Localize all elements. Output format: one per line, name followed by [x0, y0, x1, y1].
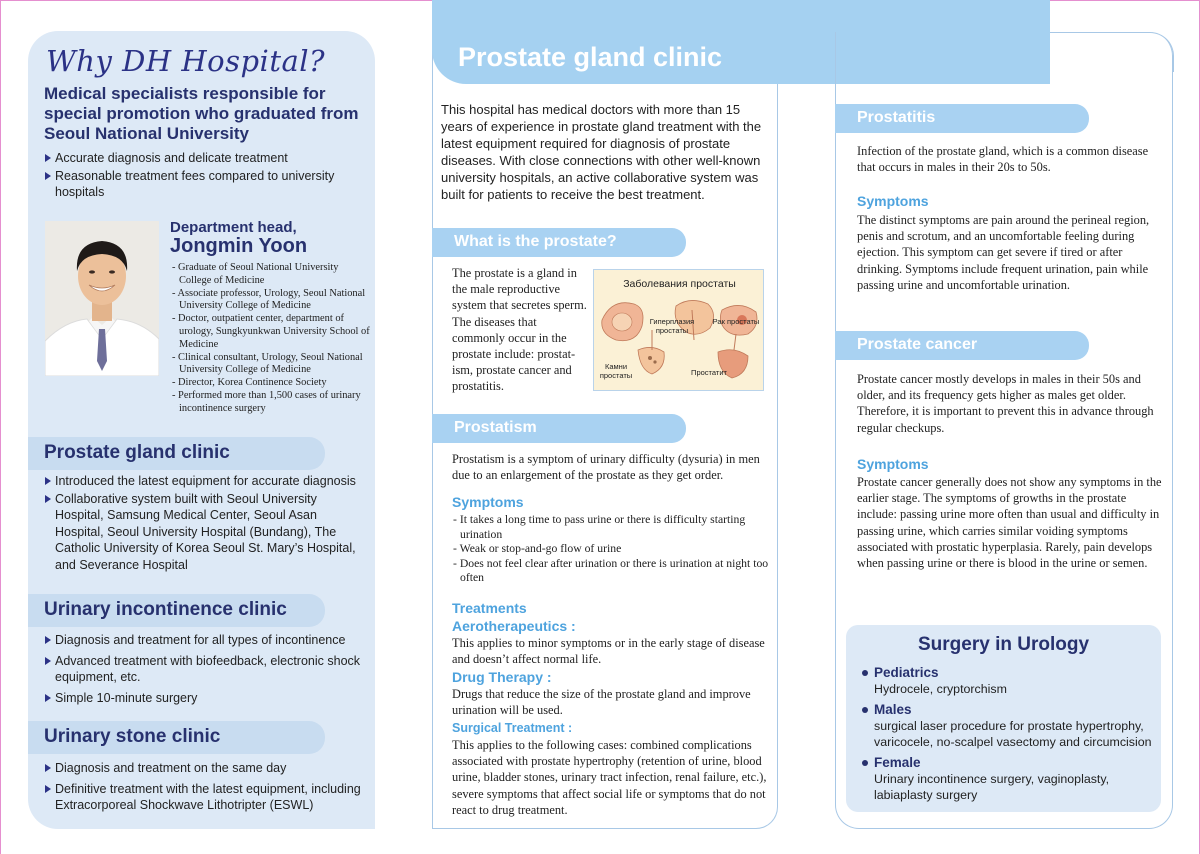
aerotherapeutics-heading: Aerotherapeutics : — [452, 618, 576, 634]
figure-label-stones: Камни простаты — [599, 362, 633, 380]
cv-item: - Performed more than 1,500 cases of urinary incontinence surgery — [172, 389, 361, 414]
why-bullet: Reasonable treatment fees compared to university hospitals — [44, 168, 362, 201]
prostatism-text: Prostatism is a symptom of urinary difficulty (dysuria) in men due to an enlargement of the prostate as they get order. — [452, 452, 760, 483]
symptom-item: - Does not feel clear after urination or there is urination at night too often — [453, 556, 769, 585]
figure-label-cancer: Рак простаты — [712, 317, 760, 326]
surgery-item-text: surgical laser procedure for prostate hypertrophy, varicocele, no-scalpel vasectomy and circumcision — [874, 719, 1152, 749]
why-bullet: Accurate diagnosis and delicate treatment — [44, 150, 362, 167]
stone-clinic-list — [44, 760, 366, 815]
drug-therapy-text: Drugs that reduce the size of the prostate gland and improve urination will be used. — [452, 687, 751, 718]
figure-label-prostatitis: Простатит — [691, 368, 727, 377]
section-title-prostate-cancer: Prostate cancer — [857, 336, 978, 353]
what-is-text: The prostate is a gland in the male reproductive system that secretes sperm. The diseases that commonly occur in the prostate include: prostat-ism, prostate cancer and prostatitis. — [452, 266, 587, 394]
incontinence-clinic-list — [44, 632, 364, 707]
prostatism-symptoms-list — [453, 513, 771, 586]
section-title-prostatism: Prostatism — [454, 419, 537, 436]
surgery-item-head: Pediatrics — [862, 664, 1152, 681]
lead-text: Medical specialists responsible for special promotion who graduated from Seoul National University — [44, 84, 359, 143]
section-title-stone-clinic: Urinary stone clinic — [44, 726, 221, 747]
section-title-prostatitis: Prostatitis — [857, 109, 936, 126]
cv-item: - Clinical consultant, Urology, Seoul National University College of Medicine — [172, 351, 363, 376]
symptom-item: - Weak or stop-and-go flow of urine — [453, 542, 622, 556]
surgery-item-pediatrics — [862, 664, 1152, 697]
why-title: Why DH Hospital? — [46, 44, 326, 78]
section-title-what-is: What is the prostate? — [454, 233, 617, 250]
list-item: Advanced treatment with biofeedback, electronic shock equipment, etc. — [44, 653, 364, 686]
treatments-heading: Treatments — [452, 600, 527, 616]
aerotherapeutics-text: This applies to minor symptoms or in the early stage of disease and doesn’t affect normal life. — [452, 636, 765, 667]
list-item: Simple 10-minute surgery — [44, 690, 364, 707]
figure-label-hyperplasia: Гиперплазия простаты — [649, 317, 695, 335]
surgical-treatment-text: This applies to the following cases: combined complications associated with prostate hypertrophy (retention of urine, blood urine, bladder stones, urinary tract infection, renal failure, etc.), severe symptoms that affect social life or symptoms that do not react to drug treatment. — [452, 738, 767, 817]
section-title-incontinence-clinic: Urinary incontinence clinic — [44, 599, 287, 620]
prostate-cancer-text: Prostate cancer mostly develops in males in their 50s and older, and its frequency gets higher as males get older. Therefore, it is important to prevent this in advance through regular checkups. — [857, 372, 1154, 435]
department-head-photo — [45, 221, 159, 376]
list-item: Introduced the latest equipment for accurate diagnosis — [44, 473, 364, 490]
prostatism-symptoms-heading: Symptoms — [452, 494, 524, 510]
prostatitis-symptoms-text: The distinct symptoms are pain around the perineal region, penis and scrotum, and an uncomfortable feeling during ejection. This symptom can get severe if tired or after drinking. Symptoms include frequent urination, pain while passing urine and uncomfortable urination. — [857, 213, 1150, 292]
list-item: Definitive treatment with the latest equipment, including Extracorporeal Shockwave Lithotripter (ESWL) — [44, 781, 366, 814]
cv-item: - Director, Korea Continence Society — [172, 377, 327, 389]
section-title-prostate-clinic: Prostate gland clinic — [44, 442, 230, 463]
prostate-cancer-symptoms-text: Prostate cancer generally does not show any symptoms in the earlier stage. The symptoms of growths in the prostate include: passing urine more often than usual and difficulty in passing urine, which carries similar voiding symptoms associated with prostatic hyperplasia. Rarely, pain develops when passing urine or there is blood in the urine or semen. — [857, 475, 1162, 571]
surgical-treatment-heading: Surgical Treatment : — [452, 721, 573, 735]
surgery-item-female — [862, 754, 1152, 803]
surgery-item-males — [862, 701, 1152, 750]
prostate-clinic-list — [44, 473, 364, 574]
clinic-intro: This hospital has medical doctors with more than 15 years of experience in prostate gland treatment with the latest equipment required for diagnosis of prostate diseases. With close connections with other well-known university hospitals, an active collaborative system was built for patients to receive the best treatment. — [441, 102, 762, 202]
page-border-left — [0, 0, 1, 854]
symptom-item: - It takes a long time to pass urine or there is difficulty starting urination — [453, 513, 746, 541]
right-panel-corner — [1122, 32, 1174, 72]
surgery-item-text: Hydrocele, cryptorchism — [874, 682, 1007, 696]
surgery-item-head: Female — [862, 754, 1152, 771]
prostatitis-text: Infection of the prostate gland, which is a common disease that occurs in males in their 20s to 50s. — [857, 144, 1149, 175]
list-item: Diagnosis and treatment on the same day — [44, 760, 366, 777]
surgery-item-text: Urinary incontinence surgery, vaginoplasty, labiaplasty surgery — [874, 772, 1110, 802]
surgery-title: Surgery in Urology — [917, 634, 1090, 655]
cv-item: - Graduate of Seoul National University College of Medicine — [172, 262, 339, 286]
department-head-name: Jongmin Yoon — [170, 235, 308, 257]
prostate-diseases-figure — [593, 269, 764, 391]
prostatitis-symptoms-heading: Symptoms — [857, 193, 929, 209]
drug-therapy-heading: Drug Therapy : — [452, 669, 552, 685]
department-head-cv — [172, 262, 372, 416]
department-head-title: Department head, — [170, 219, 297, 236]
doctor-portrait — [45, 221, 159, 376]
prostate-cancer-symptoms-heading: Symptoms — [857, 456, 929, 472]
why-bullet-list — [44, 150, 362, 202]
list-item: Diagnosis and treatment for all types of incontinence — [44, 632, 364, 649]
cv-item: - Doctor, outpatient center, department of urology, Sungkyunkwan University School of Medicine — [172, 313, 370, 350]
clinic-title: Prostate gland clinic — [458, 42, 723, 72]
cv-item: - Associate professor, Urology, Seoul National University College of Medicine — [172, 287, 366, 312]
surgery-item-head: Males — [862, 701, 1152, 718]
figure-title: Заболевания простаты — [623, 278, 736, 290]
list-item: Collaborative system built with Seoul University Hospital, Samsung Medical Center, Seoul Asan Hospital, Seoul University Hospital (Bundang), The Catholic University of Korea Seoul St. Mary’s Hospital, and Severance Hospital — [44, 491, 364, 574]
